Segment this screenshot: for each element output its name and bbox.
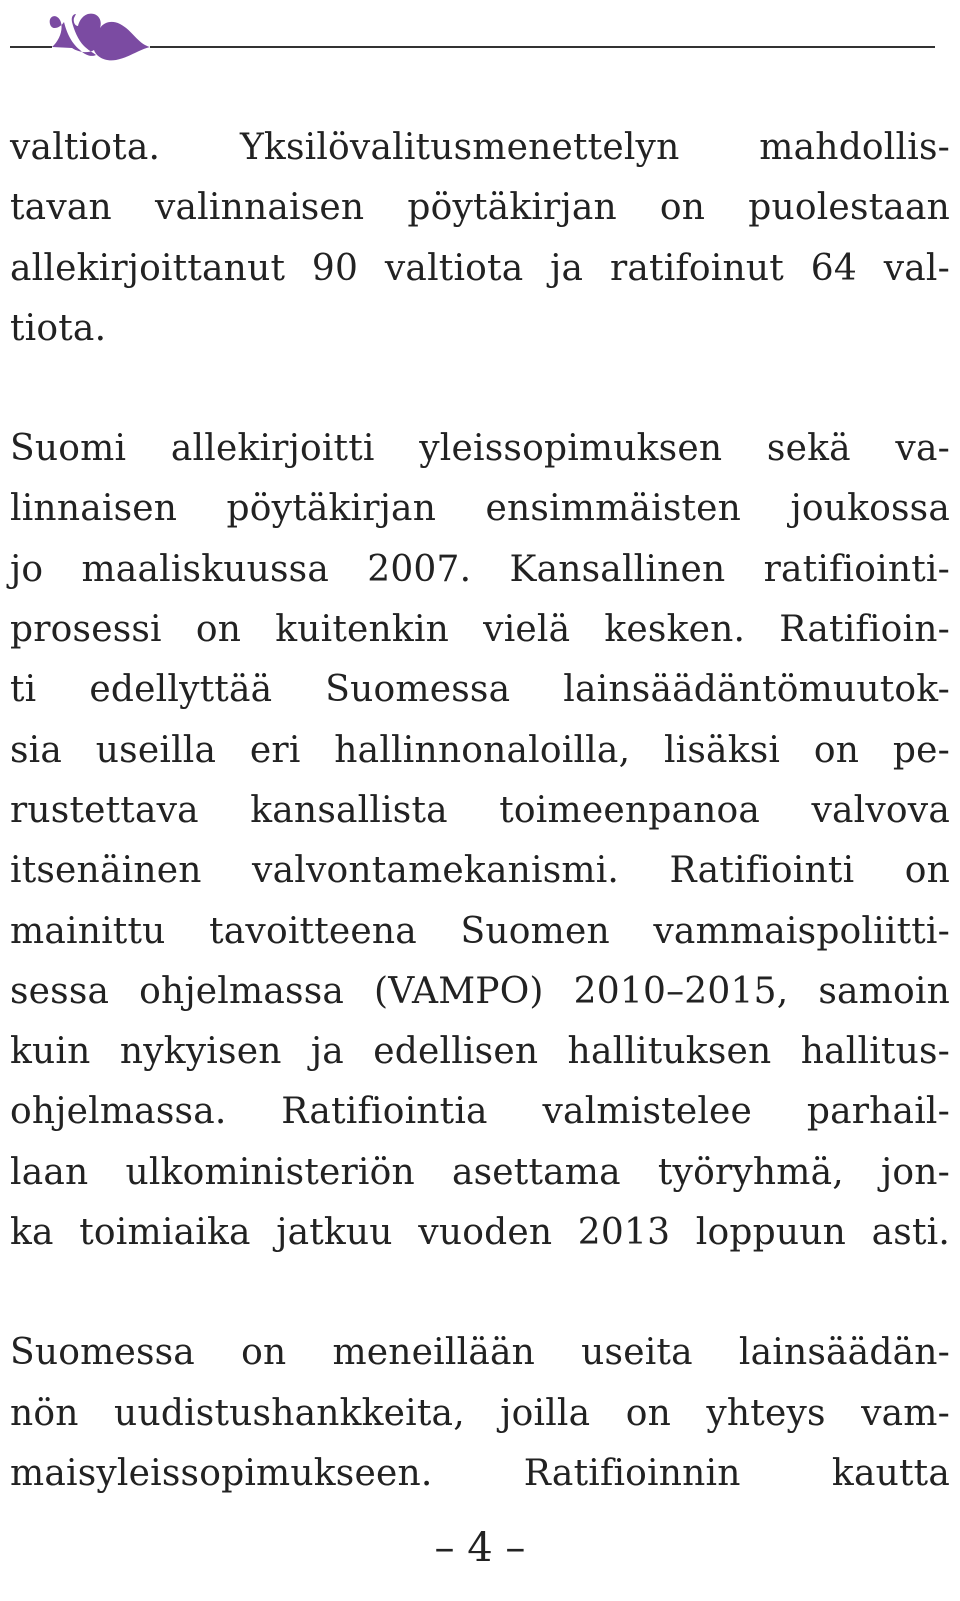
text-line: nön uudistushankkeita, joilla on yhteys vam-	[10, 1392, 950, 1434]
text-line: tavan valinnaisen pöytäkirjan on puolestaan	[10, 187, 950, 229]
paragraph	[10, 1323, 950, 1504]
text-line: itsenäinen valvontamekanismi. Ratifiointi on	[10, 850, 950, 892]
text-line: laan ulkoministeriön asettama työryhmä, jon-	[10, 1151, 950, 1193]
text-line: valtiota. Yksilövalitusmenettelyn mahdollis-	[10, 127, 950, 168]
text-line: prosessi on kuitenkin vielä kesken. Ratifioin-	[10, 609, 950, 651]
text-line: allekirjoittanut 90 valtiota ja ratifoinut 64 val-	[10, 247, 950, 289]
text-line: sessa ohjelmassa (VAMPO) 2010–2015, samoin	[10, 970, 950, 1012]
text-line: jo maaliskuussa 2007. Kansallinen ratifiointi-	[10, 548, 950, 590]
header-ornament	[0, 0, 960, 100]
text-line: ohjelmassa. Ratifiointia valmistelee parhail-	[10, 1091, 950, 1133]
paragraph	[10, 118, 950, 359]
text-line: tiota.	[10, 307, 107, 349]
text-line: ka toimiaika jatkuu vuoden 2013 loppuun asti.	[10, 1212, 950, 1254]
leaf-heart-ornament-icon	[50, 14, 150, 61]
text-line: mainittu tavoitteena Suomen vammaispoliitti-	[10, 910, 950, 952]
paragraph-gap	[10, 1263, 950, 1323]
text-line: rustettava kansallista toimeenpanoa valvova	[10, 789, 950, 831]
text-line: Suomi allekirjoitti yleissopimuksen sekä va-	[10, 428, 950, 470]
text-line: ti edellyttää Suomessa lainsäädäntömuutok-	[10, 669, 950, 711]
text-line: linnaisen pöytäkirjan ensimmäisten joukossa	[10, 488, 950, 530]
paragraph	[10, 419, 950, 1263]
paragraph-gap	[10, 359, 950, 419]
text-line: kuin nykyisen ja edellisen hallituksen hallitus-	[10, 1031, 950, 1073]
text-line: Suomessa on meneillään useita lainsäädän-	[10, 1332, 950, 1374]
page-number: – 4 –	[434, 1525, 526, 1571]
body-text	[10, 118, 950, 1504]
text-line: maisyleissopimukseen. Ratifioinnin kautta	[10, 1452, 950, 1494]
text-line: sia useilla eri hallinnonaloilla, lisäksi on pe-	[10, 729, 950, 771]
